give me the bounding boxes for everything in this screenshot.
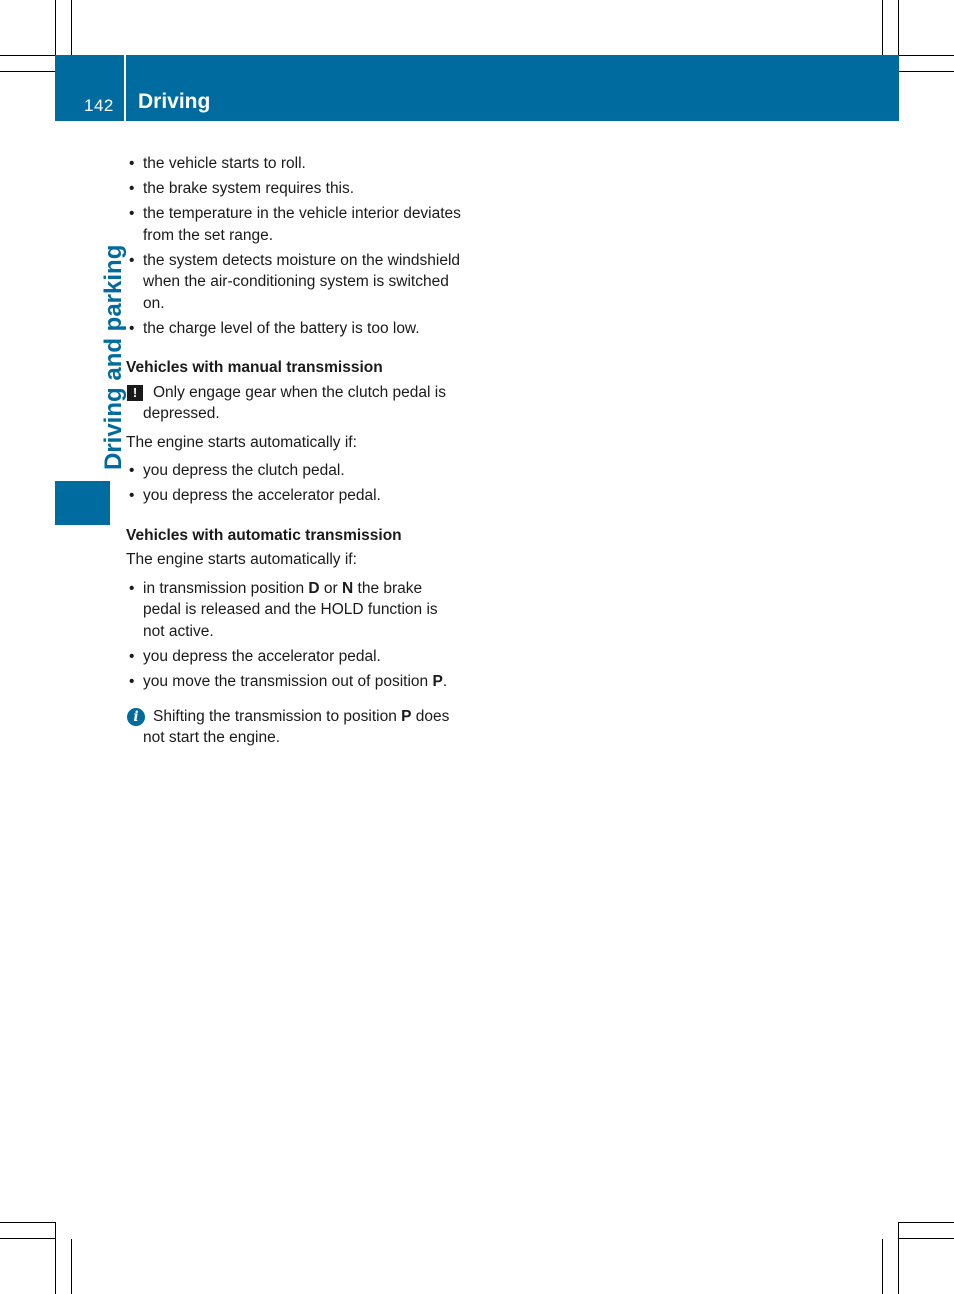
crop-mark-top-right-v2 bbox=[898, 0, 899, 55]
side-tab-marker bbox=[55, 481, 110, 525]
list-item: • the system detects moisture on the windshield when the air-conditioning system is switched on. bbox=[126, 250, 461, 315]
list-item: • the charge level of the battery is too low. bbox=[126, 318, 461, 340]
crop-mark-bottom-left-h bbox=[0, 1222, 55, 1223]
info-text-part: Shifting the transmission to position bbox=[153, 707, 402, 725]
manual-transmission-heading: Vehicles with manual transmission bbox=[126, 359, 383, 376]
list-item: • the temperature in the vehicle interior deviates from the set range. bbox=[126, 203, 461, 246]
crop-mark-top-left-v1 bbox=[55, 0, 56, 55]
bullet-text: in transmission position bbox=[143, 579, 309, 597]
header-divider bbox=[124, 55, 126, 121]
list-item bbox=[126, 578, 461, 643]
list-item: • the vehicle starts to roll. bbox=[126, 153, 461, 175]
info-note bbox=[126, 706, 461, 749]
warning-text: Only engage gear when the clutch pedal is depressed. bbox=[143, 383, 446, 422]
crop-mark-bottom-left-v2 bbox=[71, 1239, 72, 1294]
warning-note bbox=[126, 382, 461, 425]
position-d: D bbox=[308, 579, 320, 597]
page-number: 142 bbox=[84, 96, 114, 115]
crop-mark-bottom-left-v1 bbox=[55, 1222, 56, 1294]
crop-mark-bottom-right-h bbox=[899, 1222, 954, 1223]
bullet-text: or bbox=[319, 579, 343, 597]
crop-mark-top-left-v2 bbox=[71, 0, 72, 55]
crop-mark-bottom-left-h2 bbox=[0, 1238, 55, 1239]
bullet-text: you move the transmission out of position bbox=[143, 672, 433, 690]
position-n: N bbox=[342, 579, 354, 597]
list-item: • the brake system requires this. bbox=[126, 178, 461, 200]
crop-mark-bottom-right-v1 bbox=[882, 1239, 883, 1294]
section-title: Driving bbox=[138, 90, 211, 113]
list-item bbox=[126, 671, 461, 693]
automatic-transmission-heading: Vehicles with automatic transmission bbox=[126, 526, 402, 544]
info-text bbox=[143, 708, 449, 747]
bullet-text: the brake pedal is released and the HOLD function is not active. bbox=[143, 579, 438, 640]
crop-mark-top-left-h bbox=[0, 71, 55, 72]
crop-mark-bottom-right-h2 bbox=[899, 1238, 954, 1239]
bullet-text: . bbox=[442, 672, 448, 690]
chapter-label: Driving and parking bbox=[100, 244, 127, 470]
position-p: P bbox=[432, 672, 443, 690]
list-item: • you depress the clutch pedal. bbox=[126, 460, 461, 482]
list-item: • you depress the accelerator pedal. bbox=[126, 646, 461, 668]
info-icon: i bbox=[127, 708, 145, 726]
crop-mark-top-right-v1 bbox=[882, 0, 883, 55]
position-p: P bbox=[401, 707, 412, 725]
crop-mark-top-right-h2 bbox=[899, 55, 954, 56]
list-item: • you depress the accelerator pedal. bbox=[126, 485, 461, 507]
crop-mark-bottom-right-v2 bbox=[898, 1222, 899, 1294]
manual-intro: The engine starts automatically if: bbox=[126, 433, 357, 451]
content-column bbox=[126, 153, 461, 756]
info-text-part: does not start the engine. bbox=[143, 707, 450, 746]
automatic-intro: The engine starts automatically if: bbox=[126, 551, 357, 568]
warning-icon: ! bbox=[127, 385, 143, 401]
crop-mark-top-right-h bbox=[899, 71, 954, 72]
crop-mark-top-left-h2 bbox=[0, 55, 55, 56]
